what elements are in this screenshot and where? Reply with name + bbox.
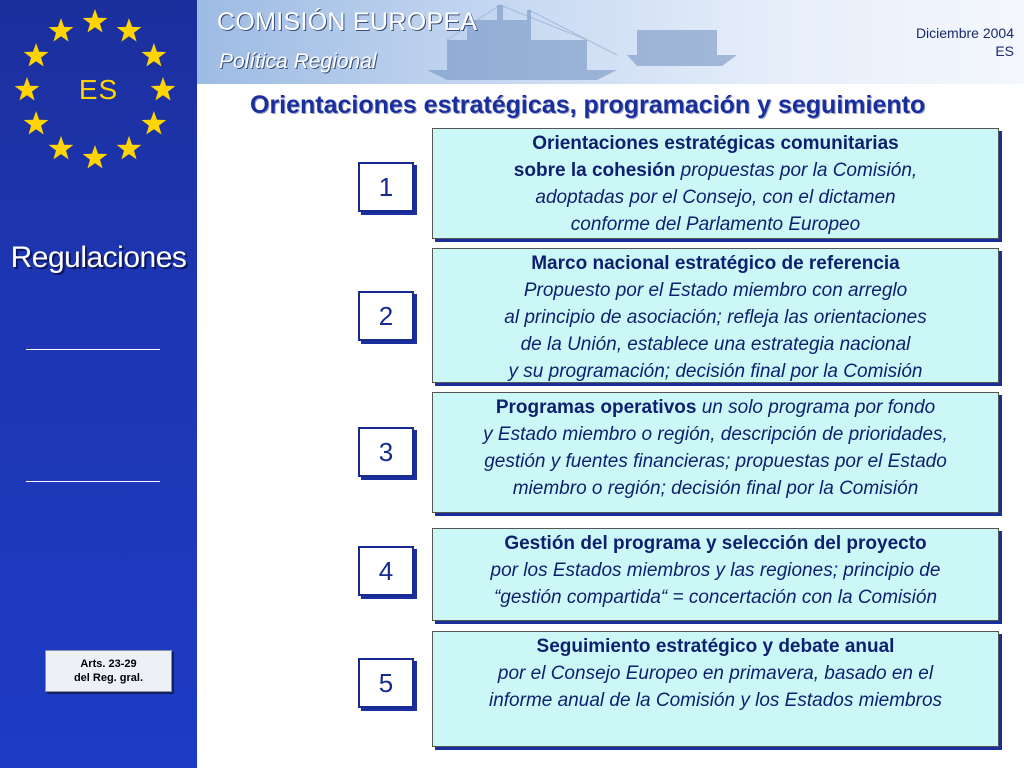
step-description-text: gestión y fuentes financieras; propuestas por el Estado bbox=[484, 451, 947, 472]
divider bbox=[26, 481, 160, 482]
step-heading-text: Orientaciones estratégicas comunitarias bbox=[532, 133, 899, 154]
step-text-line bbox=[437, 304, 994, 331]
left-sidebar bbox=[0, 0, 197, 768]
step-text-line bbox=[437, 277, 994, 304]
step-description-text: miembro o región; decisión final por la Comisión bbox=[512, 478, 919, 499]
star-icon bbox=[117, 18, 142, 41]
step-heading-text: sobre la cohesión bbox=[513, 160, 676, 181]
step-text-line bbox=[437, 331, 994, 358]
step-description-text: propuestas por la Comisión, bbox=[675, 160, 918, 181]
step-number-badge: 5 bbox=[358, 658, 414, 708]
step-description-text: Propuesto por el Estado miembro con arreglo bbox=[523, 280, 908, 301]
step-description-text: un solo programa por fondo bbox=[696, 397, 936, 418]
step-box bbox=[432, 631, 999, 747]
step-number-badge: 1 bbox=[358, 162, 414, 212]
step-text-line bbox=[437, 660, 994, 687]
step-description-text: por los Estados miembros y las regiones; principio de bbox=[490, 560, 941, 581]
step-heading-text: Marco nacional estratégico de referencia bbox=[531, 253, 900, 274]
step-box bbox=[432, 128, 999, 239]
step-description-text: de la Unión, establece una estrategia nacional bbox=[520, 334, 911, 355]
step-box bbox=[432, 528, 999, 621]
step-text-line bbox=[437, 184, 994, 211]
step-text-line bbox=[437, 584, 994, 611]
step-description-text: adoptadas por el Consejo, con el dictamen bbox=[535, 187, 896, 208]
step-number-badge: 4 bbox=[358, 546, 414, 596]
step-description-text: “gestión compartida“ = concertación con la Comisión bbox=[493, 587, 938, 608]
star-icon bbox=[83, 9, 108, 33]
step-number-badge: 3 bbox=[358, 427, 414, 477]
step-text-line bbox=[437, 211, 994, 238]
reference-box bbox=[45, 650, 172, 692]
step-description-text: conforme del Parlamento Europeo bbox=[570, 214, 861, 235]
date-label bbox=[916, 24, 1014, 60]
step-heading-text: Seguimiento estratégico y debate anual bbox=[536, 636, 895, 657]
step-text-line bbox=[437, 358, 994, 385]
step-description-text: al principio de asociación; refleja las orientaciones bbox=[504, 307, 927, 328]
step-text-line bbox=[437, 448, 994, 475]
reference-line: Arts. 23-29 bbox=[80, 658, 137, 670]
step-text-line bbox=[437, 130, 994, 157]
step-description-text: y su programación; decisión final por la Comisión bbox=[508, 361, 923, 382]
reference-line: del Reg. gral. bbox=[73, 672, 144, 684]
step-heading-text: Programas operativos bbox=[495, 397, 697, 418]
step-text-line bbox=[437, 475, 994, 502]
star-icon bbox=[49, 136, 74, 160]
divider bbox=[26, 349, 160, 350]
step-text-line bbox=[437, 157, 994, 184]
section-label: Regulaciones bbox=[10, 241, 187, 274]
step-text-line bbox=[437, 394, 994, 421]
page-title: Orientaciones estratégicas, programación y seguimiento bbox=[250, 91, 926, 119]
step-heading-text: Gestión del programa y selección del proyecto bbox=[504, 533, 927, 554]
step-number-badge: 2 bbox=[358, 291, 414, 341]
step-description-text: informe anual de la Comisión y los Estados miembros bbox=[488, 690, 943, 711]
language-code: ES bbox=[995, 43, 1014, 59]
step-description-text: y Estado miembro o región, descripción de prioridades, bbox=[483, 424, 948, 445]
header-banner bbox=[197, 0, 1024, 84]
step-text-line bbox=[437, 530, 994, 557]
step-description-text: por el Consejo Europeo en primavera, basado en el bbox=[497, 663, 934, 684]
step-text-line bbox=[437, 687, 994, 714]
step-text-line bbox=[437, 250, 994, 277]
flag-country-label: ES bbox=[78, 74, 119, 105]
star-icon bbox=[24, 111, 49, 135]
step-text-line bbox=[437, 557, 994, 584]
star-icon bbox=[83, 145, 108, 169]
star-icon bbox=[24, 43, 49, 67]
date-text: Diciembre 2004 bbox=[915, 25, 1014, 41]
step-text-line bbox=[437, 421, 994, 448]
star-icon bbox=[49, 18, 74, 41]
star-icon bbox=[117, 136, 142, 160]
brand-title: COMISIÓN EUROPEA bbox=[217, 8, 478, 36]
star-icon bbox=[142, 43, 167, 67]
step-box bbox=[432, 248, 999, 383]
star-icon bbox=[142, 111, 167, 135]
brand-subtitle: Política Regional bbox=[219, 50, 377, 73]
step-text-line bbox=[437, 633, 994, 660]
step-box bbox=[432, 392, 999, 513]
